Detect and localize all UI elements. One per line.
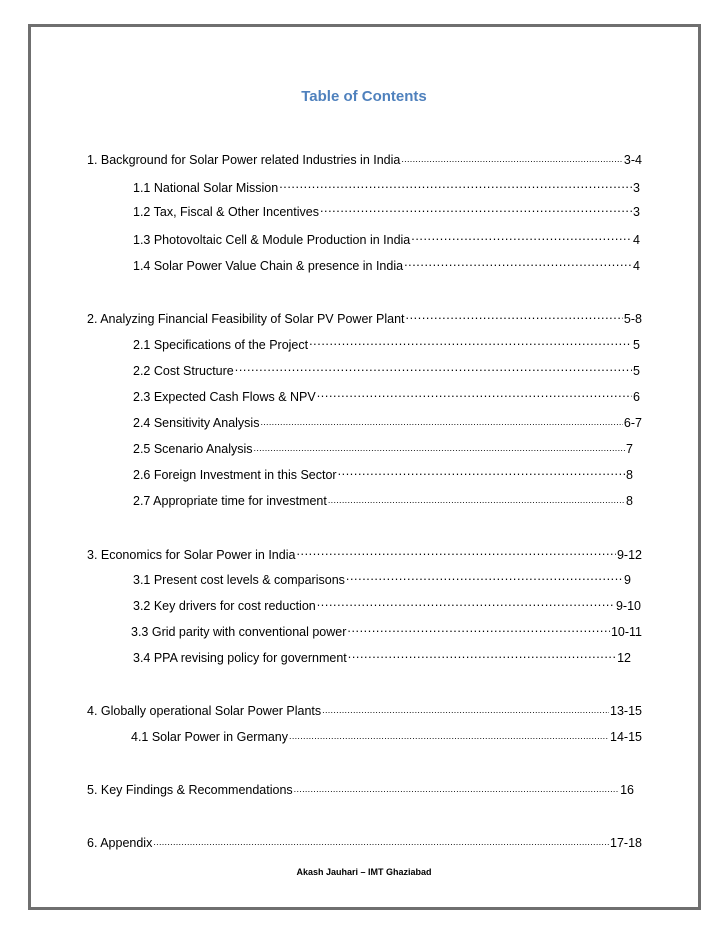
toc-entry[interactable] (133, 228, 640, 248)
toc-entry-text: 3. Economics for Solar Power in India (87, 548, 296, 562)
dot-leader (348, 646, 616, 662)
toc-entry[interactable] (131, 725, 642, 745)
dot-leader (317, 594, 615, 610)
toc-entry-text: 2.3 Expected Cash Flows & NPV (133, 390, 316, 404)
toc-entry-page: 10-11 (610, 625, 642, 639)
dot-leader (346, 568, 623, 584)
toc-entry-page: 8 (626, 468, 633, 482)
toc-entry-page: 3 (633, 205, 640, 219)
toc-entry-page: 5-8 (623, 312, 642, 326)
toc-entry[interactable] (87, 307, 642, 327)
dot-leader (406, 307, 623, 323)
toc-entry-page: 14-15 (610, 730, 642, 744)
toc-entry-page: 6 (633, 390, 640, 404)
page-footer: Akash Jauhari – IMT Ghaziabad (296, 867, 432, 877)
toc-entry[interactable] (133, 463, 633, 483)
toc-entry-text: 1.4 Solar Power Value Chain & presence in India (133, 259, 404, 273)
toc-entry[interactable] (133, 254, 640, 274)
toc-entry-text: 5. Key Findings & Recommendations (87, 783, 293, 797)
toc-entry-page: 8 (626, 494, 633, 508)
toc-entry[interactable] (131, 620, 642, 640)
toc-entry-text: 2.5 Scenario Analysis (133, 442, 253, 456)
toc-entry-text: 1.1 National Solar Mission (133, 181, 279, 195)
toc-entry-text: 3.1 Present cost levels & comparisons (133, 573, 345, 587)
toc-entry[interactable] (87, 778, 634, 798)
toc-entry[interactable] (87, 543, 642, 563)
toc-entry-text: 4. Globally operational Solar Power Plants (87, 704, 322, 718)
dot-leader (279, 176, 632, 192)
dot-leader (404, 254, 632, 270)
toc-entry-text: 4.1 Solar Power in Germany (131, 730, 289, 744)
toc-entry-text: 2. Analyzing Financial Feasibility of Solar PV Power Plant (87, 312, 405, 326)
toc-entry-text: 3.3 Grid parity with conventional power (131, 625, 347, 639)
dot-leader (322, 699, 609, 715)
toc-entry[interactable] (133, 646, 631, 666)
toc-entry-text: 2.1 Specifications of the Project (133, 338, 309, 352)
toc-entry-text: 3.2 Key drivers for cost reduction (133, 599, 316, 613)
dot-leader (338, 463, 625, 479)
toc-entry[interactable] (133, 568, 631, 588)
toc-entry-page: 7 (626, 442, 633, 456)
toc-entry[interactable] (133, 200, 640, 220)
dot-leader (294, 778, 619, 794)
toc-entry-page: 9-12 (616, 548, 642, 562)
toc-entry-page: 4 (633, 259, 640, 273)
dot-leader (309, 333, 632, 349)
toc-entry[interactable] (87, 699, 642, 719)
toc-entry-page: 5 (633, 364, 640, 378)
dot-leader (317, 385, 632, 401)
toc-entry[interactable] (87, 148, 642, 168)
toc-entry[interactable] (133, 359, 640, 379)
toc-entry-text: 1. Background for Solar Power related Industries in India (87, 153, 401, 167)
dot-leader (235, 359, 632, 375)
dot-leader (153, 831, 609, 847)
toc-entry-text: 2.7 Appropriate time for investment (133, 494, 327, 508)
toc-entry-text: 2.2 Cost Structure (133, 364, 234, 378)
toc-entry[interactable] (87, 831, 642, 851)
toc-entry-text: 1.3 Photovoltaic Cell & Module Production in India (133, 233, 411, 247)
toc-entry[interactable] (133, 385, 640, 405)
toc-entry-page: 12 (617, 651, 631, 665)
toc-entry-page: 9-10 (615, 599, 641, 613)
dot-leader (347, 620, 610, 636)
toc-entry-text: 2.4 Sensitivity Analysis (133, 416, 260, 430)
dot-leader (289, 725, 609, 741)
dot-leader (254, 437, 626, 453)
toc-entry-page: 16 (620, 783, 634, 797)
toc-entry-text: 2.6 Foreign Investment in this Sector (133, 468, 337, 482)
dot-leader (260, 411, 622, 427)
toc-entry-page: 13-15 (610, 704, 642, 718)
toc-entry-page: 9 (624, 573, 631, 587)
dot-leader (320, 200, 632, 216)
toc-entry-page: 17-18 (610, 836, 642, 850)
toc-entry[interactable] (133, 411, 642, 431)
dot-leader (296, 543, 616, 559)
dot-leader (328, 489, 625, 505)
toc-entry-page: 4 (633, 233, 640, 247)
toc-entry-text: 6. Appendix (87, 836, 153, 850)
dot-leader (411, 228, 632, 244)
toc-entry[interactable] (133, 437, 633, 457)
dot-leader (401, 148, 623, 164)
toc-entry-page: 5 (633, 338, 640, 352)
toc-entry[interactable] (133, 176, 640, 196)
toc-entry[interactable] (133, 594, 641, 614)
toc-entry-page: 3-4 (623, 153, 642, 167)
toc-entry-text: 3.4 PPA revising policy for government (133, 651, 347, 665)
toc-entry-page: 3 (633, 181, 640, 195)
toc-entry-page: 6-7 (623, 416, 642, 430)
toc-entry[interactable] (133, 333, 640, 353)
toc-entry[interactable] (133, 489, 633, 509)
toc-entry-text: 1.2 Tax, Fiscal & Other Incentives (133, 205, 319, 219)
toc-title: Table of Contents (301, 88, 427, 105)
